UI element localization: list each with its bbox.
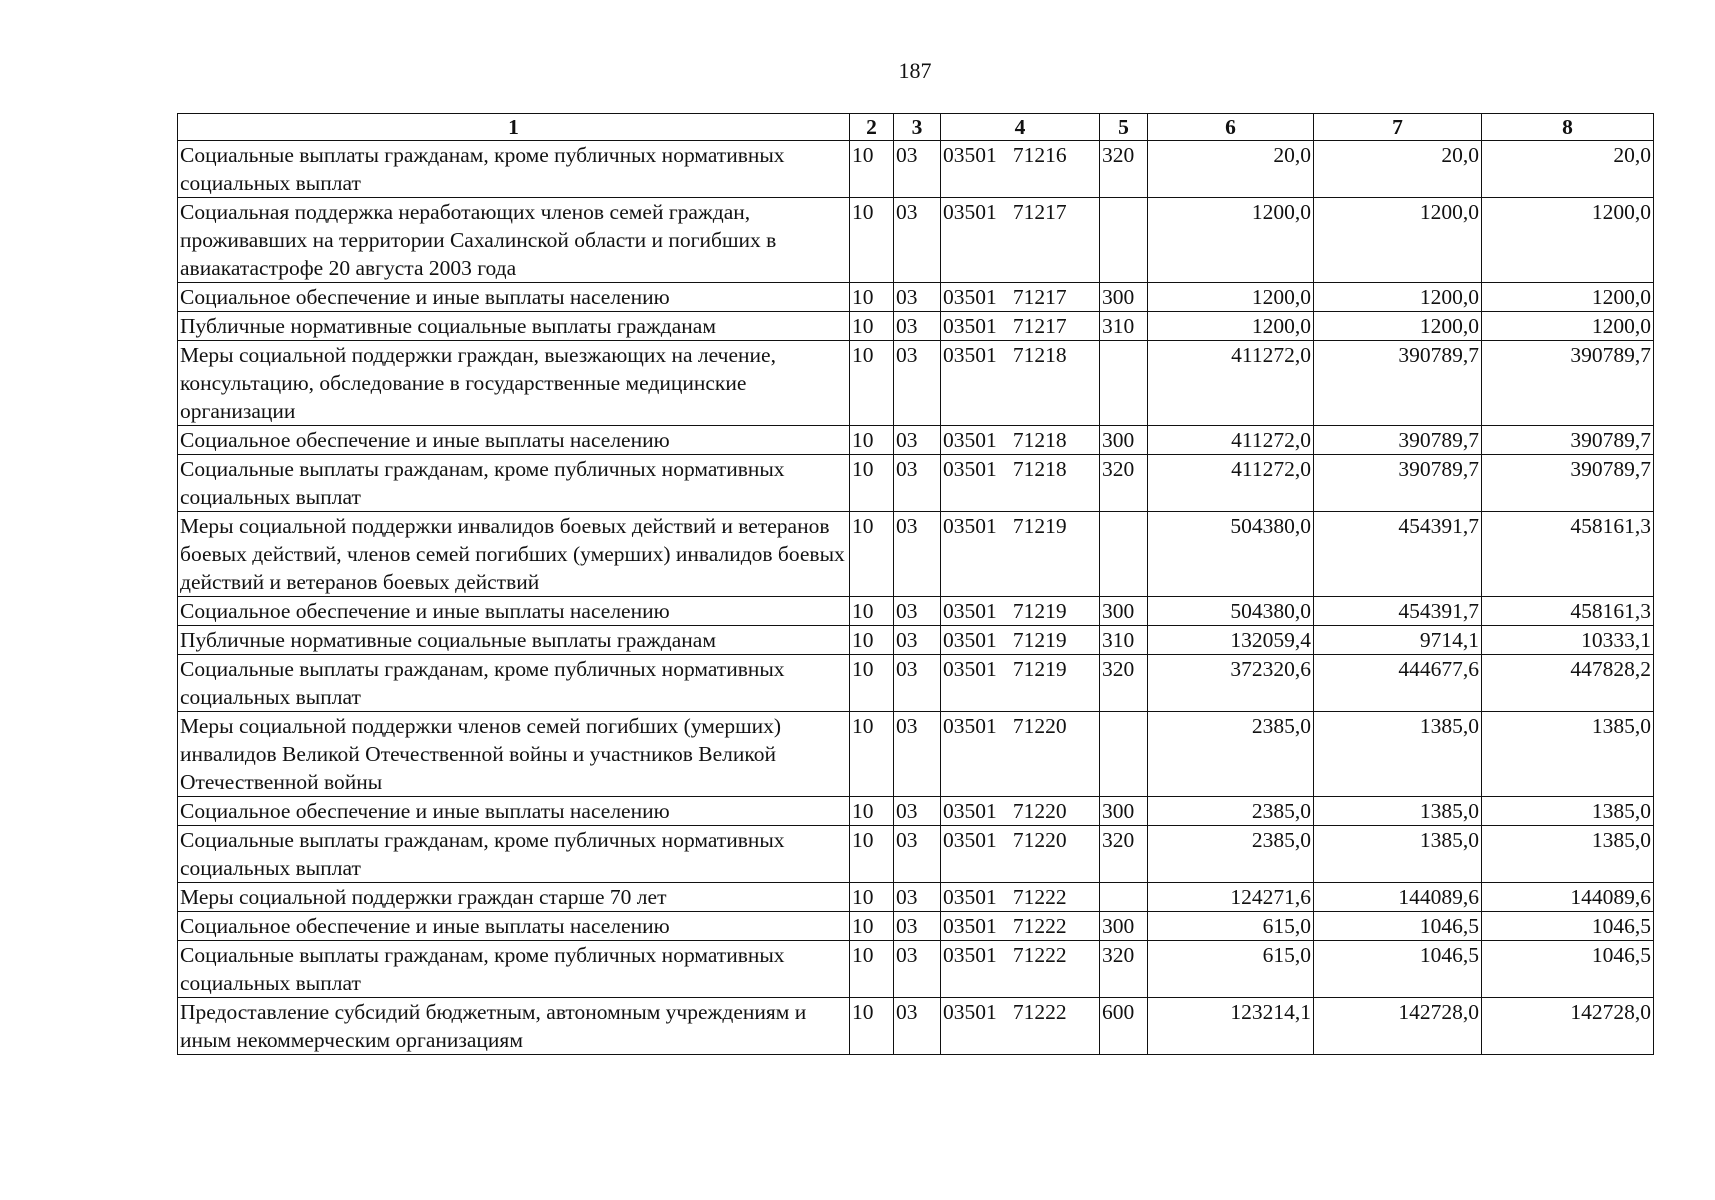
- row-name: Социальные выплаты гражданам, кроме публичных нормативных социальных выплат: [178, 141, 850, 198]
- row-name: Социальные выплаты гражданам, кроме публичных нормативных социальных выплат: [178, 941, 850, 998]
- row-amount-col6: 1200,0: [1148, 283, 1314, 312]
- row-name: Социальное обеспечение и иные выплаты населению: [178, 426, 850, 455]
- column-header: 3: [894, 114, 941, 141]
- row-amount-col7: 1385,0: [1314, 712, 1482, 797]
- row-amount-col6: 1200,0: [1148, 312, 1314, 341]
- table-row: [178, 597, 1654, 626]
- row-podrazdel: 03: [894, 826, 941, 883]
- row-podrazdel: 03: [894, 797, 941, 826]
- row-razdel: 10: [850, 826, 894, 883]
- row-amount-col7: 1385,0: [1314, 797, 1482, 826]
- table-row: [178, 426, 1654, 455]
- row-podrazdel: 03: [894, 341, 941, 426]
- row-expense-type: 320: [1100, 455, 1148, 512]
- row-podrazdel: 03: [894, 283, 941, 312]
- row-target-article: 03501 71220: [941, 712, 1100, 797]
- header-row: [178, 114, 1654, 141]
- row-target-article: 03501 71219: [941, 626, 1100, 655]
- row-amount-col6: 1200,0: [1148, 198, 1314, 283]
- column-header: 5: [1100, 114, 1148, 141]
- row-amount-col8: 20,0: [1482, 141, 1654, 198]
- row-amount-col8: 447828,2: [1482, 655, 1654, 712]
- row-razdel: 10: [850, 626, 894, 655]
- row-name: Социальные выплаты гражданам, кроме публичных нормативных социальных выплат: [178, 655, 850, 712]
- row-amount-col8: 458161,3: [1482, 597, 1654, 626]
- row-amount-col6: 615,0: [1148, 912, 1314, 941]
- table-row: [178, 712, 1654, 797]
- row-name: Социальное обеспечение и иные выплаты населению: [178, 797, 850, 826]
- row-expense-type: 300: [1100, 426, 1148, 455]
- row-target-article: 03501 71222: [941, 941, 1100, 998]
- row-amount-col8: 1046,5: [1482, 912, 1654, 941]
- row-target-article: 03501 71219: [941, 655, 1100, 712]
- table-row: [178, 912, 1654, 941]
- column-header: 4: [941, 114, 1100, 141]
- row-target-article: 03501 71222: [941, 912, 1100, 941]
- row-amount-col8: 1385,0: [1482, 826, 1654, 883]
- row-target-article: 03501 71218: [941, 426, 1100, 455]
- row-amount-col8: 458161,3: [1482, 512, 1654, 597]
- row-amount-col6: 2385,0: [1148, 797, 1314, 826]
- table-row: [178, 198, 1654, 283]
- row-expense-type: 600: [1100, 998, 1148, 1055]
- row-amount-col6: 411272,0: [1148, 455, 1314, 512]
- row-amount-col8: 10333,1: [1482, 626, 1654, 655]
- row-podrazdel: 03: [894, 883, 941, 912]
- row-amount-col7: 444677,6: [1314, 655, 1482, 712]
- column-header: 2: [850, 114, 894, 141]
- row-amount-col7: 1200,0: [1314, 312, 1482, 341]
- row-amount-col8: 1046,5: [1482, 941, 1654, 998]
- row-podrazdel: 03: [894, 455, 941, 512]
- row-name: Меры социальной поддержки членов семей погибших (умерших) инвалидов Великой Отечественной войны и участников Великой Отечественной войны: [178, 712, 850, 797]
- row-expense-type: 300: [1100, 597, 1148, 626]
- table-row: [178, 797, 1654, 826]
- row-target-article: 03501 71222: [941, 998, 1100, 1055]
- row-amount-col6: 504380,0: [1148, 512, 1314, 597]
- row-target-article: 03501 71219: [941, 512, 1100, 597]
- row-amount-col7: 454391,7: [1314, 597, 1482, 626]
- row-podrazdel: 03: [894, 312, 941, 341]
- row-target-article: 03501 71218: [941, 341, 1100, 426]
- table-row: [178, 283, 1654, 312]
- row-razdel: 10: [850, 998, 894, 1055]
- row-expense-type: [1100, 883, 1148, 912]
- row-podrazdel: 03: [894, 712, 941, 797]
- row-amount-col6: 124271,6: [1148, 883, 1314, 912]
- table-row: [178, 655, 1654, 712]
- row-amount-col8: 390789,7: [1482, 426, 1654, 455]
- row-podrazdel: 03: [894, 998, 941, 1055]
- table-row: [178, 626, 1654, 655]
- column-header: 1: [178, 114, 850, 141]
- row-name: Меры социальной поддержки инвалидов боевых действий и ветеранов боевых действий, членов семей погибших (умерших) инвалидов боевых действий и ветеранов боевых действий: [178, 512, 850, 597]
- column-header: 7: [1314, 114, 1482, 141]
- row-amount-col8: 1200,0: [1482, 198, 1654, 283]
- row-razdel: 10: [850, 712, 894, 797]
- row-expense-type: 310: [1100, 626, 1148, 655]
- row-razdel: 10: [850, 512, 894, 597]
- row-podrazdel: 03: [894, 941, 941, 998]
- row-name: Социальные выплаты гражданам, кроме публичных нормативных социальных выплат: [178, 826, 850, 883]
- row-target-article: 03501 71216: [941, 141, 1100, 198]
- row-amount-col7: 454391,7: [1314, 512, 1482, 597]
- table-row: [178, 883, 1654, 912]
- row-name: Публичные нормативные социальные выплаты гражданам: [178, 626, 850, 655]
- row-expense-type: 320: [1100, 141, 1148, 198]
- row-podrazdel: 03: [894, 912, 941, 941]
- row-name: Меры социальной поддержки граждан старше 70 лет: [178, 883, 850, 912]
- row-amount-col7: 20,0: [1314, 141, 1482, 198]
- row-amount-col8: 390789,7: [1482, 455, 1654, 512]
- row-razdel: 10: [850, 883, 894, 912]
- row-expense-type: [1100, 712, 1148, 797]
- row-amount-col8: 142728,0: [1482, 998, 1654, 1055]
- row-amount-col6: 615,0: [1148, 941, 1314, 998]
- row-podrazdel: 03: [894, 512, 941, 597]
- row-amount-col7: 390789,7: [1314, 426, 1482, 455]
- row-expense-type: [1100, 512, 1148, 597]
- row-razdel: 10: [850, 797, 894, 826]
- row-razdel: 10: [850, 141, 894, 198]
- table-row: [178, 826, 1654, 883]
- row-name: Социальные выплаты гражданам, кроме публичных нормативных социальных выплат: [178, 455, 850, 512]
- row-target-article: 03501 71220: [941, 797, 1100, 826]
- row-target-article: 03501 71218: [941, 455, 1100, 512]
- row-podrazdel: 03: [894, 426, 941, 455]
- table-row: [178, 941, 1654, 998]
- row-expense-type: 300: [1100, 283, 1148, 312]
- row-amount-col7: 9714,1: [1314, 626, 1482, 655]
- row-name: Социальная поддержка неработающих членов семей граждан, проживавших на территории Сахалинской области и погибших в авиакатастрофе 20 августа 2003 года: [178, 198, 850, 283]
- row-target-article: 03501 71217: [941, 198, 1100, 283]
- row-podrazdel: 03: [894, 198, 941, 283]
- row-amount-col7: 1200,0: [1314, 283, 1482, 312]
- row-expense-type: [1100, 341, 1148, 426]
- row-expense-type: 320: [1100, 941, 1148, 998]
- row-expense-type: 310: [1100, 312, 1148, 341]
- row-amount-col8: 1200,0: [1482, 283, 1654, 312]
- row-amount-col6: 411272,0: [1148, 341, 1314, 426]
- row-amount-col6: 132059,4: [1148, 626, 1314, 655]
- row-podrazdel: 03: [894, 141, 941, 198]
- row-target-article: 03501 71217: [941, 283, 1100, 312]
- row-razdel: 10: [850, 426, 894, 455]
- table-row: [178, 141, 1654, 198]
- row-target-article: 03501 71217: [941, 312, 1100, 341]
- table-row: [178, 998, 1654, 1055]
- row-name: Меры социальной поддержки граждан, выезжающих на лечение, консультацию, обследование в государственные медицинские организации: [178, 341, 850, 426]
- row-expense-type: 300: [1100, 912, 1148, 941]
- row-podrazdel: 03: [894, 597, 941, 626]
- row-razdel: 10: [850, 341, 894, 426]
- table-row: [178, 312, 1654, 341]
- row-amount-col6: 2385,0: [1148, 712, 1314, 797]
- row-amount-col7: 1385,0: [1314, 826, 1482, 883]
- row-podrazdel: 03: [894, 626, 941, 655]
- row-amount-col8: 144089,6: [1482, 883, 1654, 912]
- row-podrazdel: 03: [894, 655, 941, 712]
- row-amount-col8: 1385,0: [1482, 797, 1654, 826]
- row-amount-col7: 390789,7: [1314, 341, 1482, 426]
- row-razdel: 10: [850, 597, 894, 626]
- column-header: 6: [1148, 114, 1314, 141]
- row-amount-col8: 390789,7: [1482, 341, 1654, 426]
- row-name: Социальное обеспечение и иные выплаты населению: [178, 912, 850, 941]
- page-number: 187: [898, 58, 932, 83]
- row-amount-col6: 123214,1: [1148, 998, 1314, 1055]
- row-amount-col8: 1200,0: [1482, 312, 1654, 341]
- row-amount-col7: 1046,5: [1314, 912, 1482, 941]
- row-amount-col6: 504380,0: [1148, 597, 1314, 626]
- row-amount-col7: 390789,7: [1314, 455, 1482, 512]
- row-amount-col7: 142728,0: [1314, 998, 1482, 1055]
- row-amount-col6: 372320,6: [1148, 655, 1314, 712]
- table-row: [178, 455, 1654, 512]
- row-amount-col7: 1046,5: [1314, 941, 1482, 998]
- row-target-article: 03501 71219: [941, 597, 1100, 626]
- budget-table: [177, 113, 1654, 1055]
- row-target-article: 03501 71220: [941, 826, 1100, 883]
- row-amount-col6: 20,0: [1148, 141, 1314, 198]
- row-razdel: 10: [850, 198, 894, 283]
- row-razdel: 10: [850, 912, 894, 941]
- column-header: 8: [1482, 114, 1654, 141]
- row-amount-col6: 411272,0: [1148, 426, 1314, 455]
- row-razdel: 10: [850, 455, 894, 512]
- row-name: Социальное обеспечение и иные выплаты населению: [178, 597, 850, 626]
- row-expense-type: 320: [1100, 826, 1148, 883]
- table-row: [178, 512, 1654, 597]
- row-target-article: 03501 71222: [941, 883, 1100, 912]
- row-amount-col6: 2385,0: [1148, 826, 1314, 883]
- row-razdel: 10: [850, 655, 894, 712]
- row-razdel: 10: [850, 312, 894, 341]
- row-razdel: 10: [850, 941, 894, 998]
- table-row: [178, 341, 1654, 426]
- row-amount-col8: 1385,0: [1482, 712, 1654, 797]
- row-razdel: 10: [850, 283, 894, 312]
- row-name: Предоставление субсидий бюджетным, автономным учреждениям и иным некоммерческим организациям: [178, 998, 850, 1055]
- row-expense-type: 320: [1100, 655, 1148, 712]
- row-name: Социальное обеспечение и иные выплаты населению: [178, 283, 850, 312]
- row-amount-col7: 144089,6: [1314, 883, 1482, 912]
- row-expense-type: 300: [1100, 797, 1148, 826]
- row-amount-col7: 1200,0: [1314, 198, 1482, 283]
- row-name: Публичные нормативные социальные выплаты гражданам: [178, 312, 850, 341]
- row-expense-type: [1100, 198, 1148, 283]
